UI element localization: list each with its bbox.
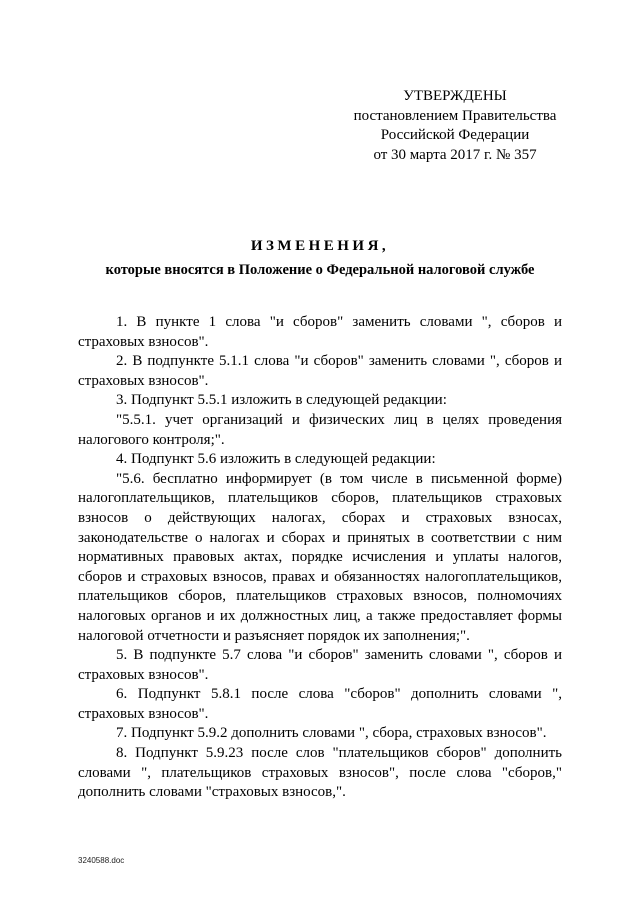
paragraph-item-3: 3. Подпункт 5.5.1 изложить в следующей редакции: [116, 392, 447, 409]
document-title: ИЗМЕНЕНИЯ, [250, 238, 390, 254]
document-subtitle: которые вносятся в Положение о Федеральной налоговой службе [105, 262, 535, 278]
document-body [78, 313, 562, 803]
approval-line-federation: Российской Федерации [380, 127, 530, 143]
approval-line-date-number: от 30 марта 2017 г. № 357 [373, 146, 537, 163]
paragraph-item-4-text: "5.6. бесплатно информирует (в том числе в письменной форме) налогоплательщиков, плательщиков сборов, плательщиков страховых взносов о действующих налогах, сборах и страховых взносах, законодательстве о налогах и сборах и принятых в соответствии с ним нормативных правовых актах, порядке исчисления и уплаты налогов, сборов и страховых взносов, правах и обязанностях налогоплательщиков, плательщиков сборов, плательщиков страховых взносов, полномочиях налоговых органов и их должностных лиц, а также предоставляет формы налоговой отчетности и разъясняет порядок их заполнения;". [78, 470, 562, 644]
paragraph-item-8: 8. Подпункт 5.9.23 после слов "плательщиков сборов" дополнить словами ", плательщиков страховых взносов", после слова "сборов," дополнить словами "страховых взносов,". [78, 745, 562, 801]
paragraph-item-1: 1. В пункте 1 слова "и сборов" заменить словами ", сборов и страховых взносов". [78, 314, 562, 350]
paragraph-item-4: 4. Подпункт 5.6 изложить в следующей редакции: [116, 451, 436, 468]
paragraph-item-5: 5. В подпункте 5.7 слова "и сборов" заменить словами ", сборов и страховых взносов". [78, 647, 562, 683]
paragraph-item-6: 6. Подпункт 5.8.1 после слова "сборов" дополнить словами ", страховых взносов". [78, 686, 562, 722]
paragraph-item-3-text: "5.5.1. учет организаций и физических лиц в целях проведения налогового контроля;". [78, 411, 562, 448]
paragraph-item-2: 2. В подпункте 5.1.1 слова "и сборов" заменить словами ", сборов и страховых взносов". [78, 353, 562, 389]
footer-filename: 3240588.doc [78, 856, 125, 865]
approval-block [330, 87, 580, 165]
approval-heading: УТВЕРЖДЕНЫ [403, 88, 507, 104]
paragraph-item-7: 7. Подпункт 5.9.2 дополнить словами ", сбора, страховых взносов". [116, 725, 547, 742]
approval-line-decree: постановлением Правительства [353, 107, 557, 124]
